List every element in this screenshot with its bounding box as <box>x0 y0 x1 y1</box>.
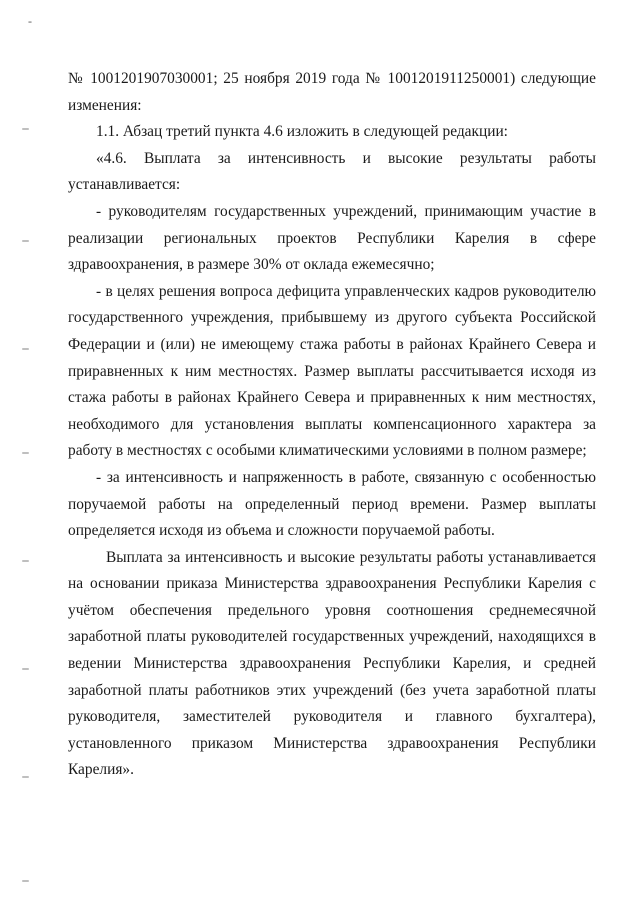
paragraph-bullet-deficit: - в целях решения вопроса дефицита управленческих кадров руководителю государственного учреждения, прибывшему из другого субъекта Российской Федерации и (или) не имеющему стажа работы в районах Крайнего Севера и приравненных к ним местностях. Размер выплаты рассчитывается исходя из стажа работы в районах Крайнего Севера и приравненных к ним местностях, необходимого для установления выплаты компенсационного характера за работу в местностях с особыми климатическими условиями в полном размере; <box>68 282 596 460</box>
paragraph-continuation: № 1001201907030001; 25 ноября 2019 года № 1001201911250001) следующие изменения: <box>68 70 596 114</box>
page-mark: - <box>28 14 32 28</box>
paragraph-bullet-intensity: - за интенсивность и напряженность в работе, связанную с особенностью поручаемой работы на определенный период времени. Размер выплаты определяется исходя из объема и сложности поручаемой работы. <box>68 468 596 540</box>
paragraph-amendment-1-1: 1.1. Абзац третий пункта 4.6 изложить в следующей редакции: <box>96 123 508 141</box>
document-body <box>68 66 596 784</box>
paragraph-bullet-managers: - руководителям государственных учреждений, принимающим участие в реализации региональных проектов Республики Карелия в сфере здравоохранения, в размере 30% от оклада ежемесячно; <box>68 202 596 274</box>
paragraph-clause-4-6: «4.6. Выплата за интенсивность и высокие результаты работы устанавливается: <box>68 149 596 194</box>
paragraph-payment-basis: Выплата за интенсивность и высокие результаты работы устанавливается на основании приказа Министерства здравоохранения Республики Карелия с учётом обеспечения предельного уровня соотношения среднемесячной заработной платы руководителей государственных учреждений, находящихся в ведении Министерства здравоохранения Республики Карелия, и средней заработной платы работников этих учреждений (без учета заработной платы руководителя, заместителей руководителя и главного бухгалтера), установленного приказом Министерства здравоохранения Республики Карелия». <box>68 548 596 779</box>
